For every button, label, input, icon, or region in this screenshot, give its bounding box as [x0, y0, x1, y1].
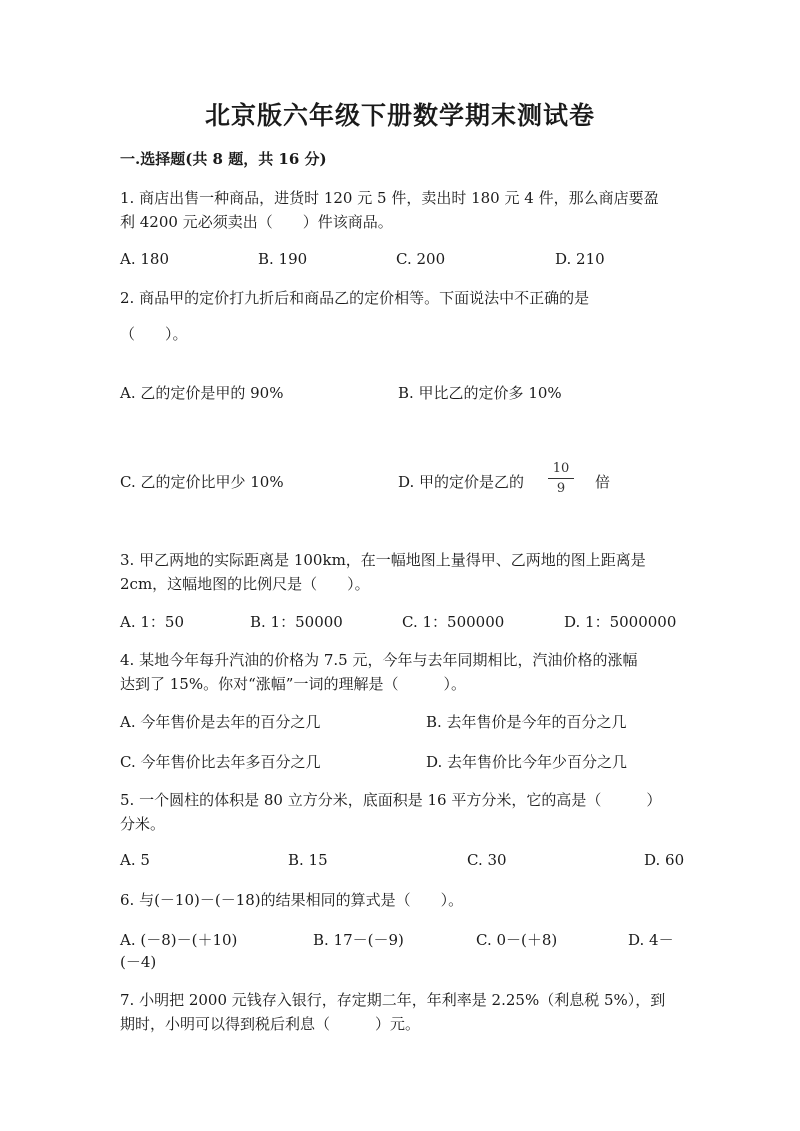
page-title: 北京版六年级下册数学期末测试卷: [204, 101, 595, 130]
question-5-line-2: 分米。: [120, 815, 166, 833]
fraction-denominator: 9: [556, 481, 566, 496]
question-2-option-c: C. 乙的定价比甲少 10%: [120, 473, 284, 491]
question-2-line-1: 2. 商品甲的定价打九折后和商品乙的定价相等。下面说法中不正确的是: [120, 289, 590, 307]
question-6-option-b: B. 17－(－9): [313, 931, 404, 949]
question-6-option-d: D. 4－: [628, 931, 674, 949]
question-5-option-d: D. 60: [644, 851, 685, 869]
question-6-option-d-continued: (－4): [120, 953, 157, 971]
question-1-option-a: A. 180: [120, 250, 169, 268]
question-6-option-a: A. (－8)－(＋10): [120, 931, 238, 949]
question-2-option-d-suffix: 倍: [595, 473, 611, 491]
question-4-line-1: 4. 某地今年每升汽油的价格为 7.5 元，今年与去年同期相比，汽油价格的涨幅: [120, 651, 638, 669]
question-5-option-a: A. 5: [120, 851, 150, 869]
question-5-option-b: B. 15: [288, 851, 328, 869]
question-6-line-1: 6. 与(－10)－(－18)的结果相同的算式是（ ）。: [120, 891, 464, 909]
fraction-ten-ninths: [548, 461, 574, 496]
question-3-option-c: C. 1：500000: [402, 613, 505, 631]
question-4-option-b: B. 去年售价是今年的百分之几: [426, 713, 627, 731]
question-2-option-b: B. 甲比乙的定价多 10%: [398, 384, 562, 402]
question-4-option-a: A. 今年售价是去年的百分之几: [120, 713, 321, 731]
question-3-line-2: 2cm，这幅地图的比例尺是（ ）。: [120, 575, 370, 593]
question-7-line-1: 7. 小明把 2000 元钱存入银行，存定期二年，年利率是 2.25%（利息税 5%），到: [120, 991, 666, 1009]
question-2-option-a: A. 乙的定价是甲的 90%: [120, 384, 284, 402]
question-3-option-d: D. 1：5000000: [564, 613, 677, 631]
question-6-option-c: C. 0－(＋8): [476, 931, 558, 949]
question-2-option-d: D. 甲的定价是乙的: [398, 473, 525, 491]
section-heading: 一.选择题(共 8 题，共 16 分): [120, 150, 327, 168]
question-1-option-b: B. 190: [258, 250, 308, 268]
question-3-line-1: 3. 甲乙两地的实际距离是 100km，在一幅地图上量得甲、乙两地的图上距离是: [120, 551, 646, 569]
question-4-option-c: C. 今年售价比去年多百分之几: [120, 753, 321, 771]
question-1-line-2: 利 4200 元必须卖出（ ）件该商品。: [120, 213, 393, 231]
question-3-option-b: B. 1：50000: [250, 613, 343, 631]
question-4-line-2: 达到了 15%。你对“涨幅”一词的理解是（ ）。: [120, 675, 466, 693]
question-4-option-d: D. 去年售价比今年少百分之几: [426, 753, 628, 771]
question-2-line-2: （ ）。: [120, 325, 188, 343]
question-1-option-d: D. 210: [555, 250, 605, 268]
fraction-numerator: 10: [552, 461, 570, 476]
question-1-line-1: 1. 商店出售一种商品，进货时 120 元 5 件，卖出时 180 元 4 件，那么商店要盈: [120, 189, 659, 207]
question-7-line-2: 期时，小明可以得到税后利息（ ）元。: [120, 1015, 421, 1033]
fraction-bar: [548, 478, 574, 479]
question-5-line-1: 5. 一个圆柱的体积是 80 立方分米，底面积是 16 平方分米，它的高是（ ）: [120, 791, 662, 809]
question-5-option-c: C. 30: [467, 851, 507, 869]
question-1-option-c: C. 200: [396, 250, 446, 268]
question-3-option-a: A. 1：50: [120, 613, 184, 631]
